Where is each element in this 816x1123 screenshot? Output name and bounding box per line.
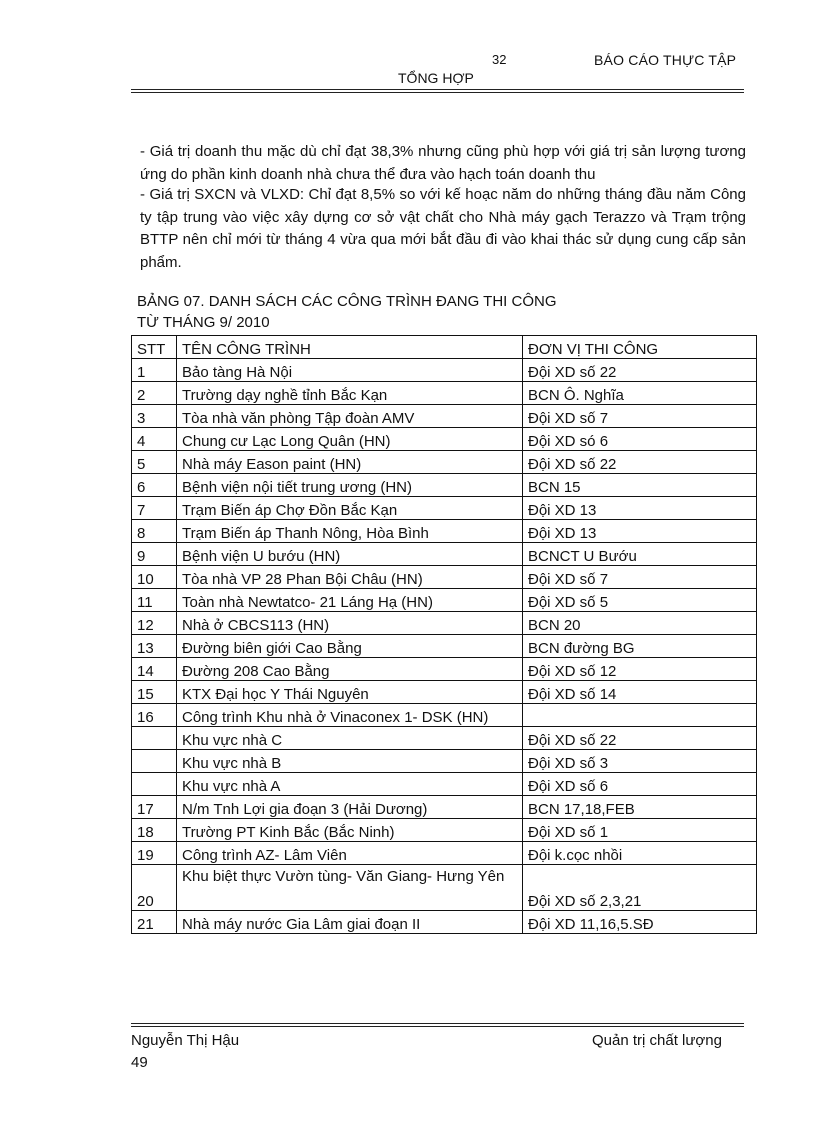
paragraph-production: - Giá trị SXCN và VLXD: Chỉ đạt 8,5% so với kế hoạc năm do những tháng đầu năm Công ty tập trung vào việc xây dựng cơ sở vật chất cho Nhà máy gạch Terazzo và Trạm trộng BTTP nên chỉ mới từ tháng 4 vừa qua mới bắt đầu đi vào khai thác sử dụng cung cấp sản phẩm.: [140, 186, 746, 271]
table-row: [132, 796, 757, 819]
row-contractor: Đội XD số 7: [523, 405, 757, 428]
header-contractor: ĐƠN VỊ THI CÔNG: [523, 336, 757, 359]
table-row: [132, 612, 757, 635]
row-contractor: Đội XD số 12: [523, 658, 757, 681]
header-page-number: 32: [492, 52, 507, 67]
table-row: [132, 405, 757, 428]
header-rule-bottom: [131, 92, 744, 93]
header-title: BÁO CÁO THỰC TẬP: [594, 52, 737, 68]
footer-rule-top: [131, 1023, 744, 1024]
table-row: [132, 727, 757, 750]
table-row: [132, 911, 757, 934]
row-contractor: Đội XD số 3: [523, 750, 757, 773]
row-project-name: Trường PT Kinh Bắc (Bắc Ninh): [177, 819, 523, 842]
row-contractor: Đội XD 11,16,5.SĐ: [523, 911, 757, 934]
row-project-name: Khu vực nhà A: [177, 773, 523, 796]
row-contractor: Đội XD số 1: [523, 819, 757, 842]
row-project-name: Toàn nhà Newtatco- 21 Láng Hạ (HN): [177, 589, 523, 612]
row-stt: 10: [132, 566, 177, 589]
row-contractor: BCNCT U Bướu: [523, 543, 757, 566]
row-contractor: Đội XD số 14: [523, 681, 757, 704]
row-stt: 7: [132, 497, 177, 520]
table-row: [132, 543, 757, 566]
row-project-name: Trạm Biến áp Thanh Nông, Hòa Bình: [177, 520, 523, 543]
row-project-name: Đường biên giới Cao Bằng: [177, 635, 523, 658]
row-stt: 15: [132, 681, 177, 704]
row-project-name: Bệnh viện U bướu (HN): [177, 543, 523, 566]
row-stt: 16: [132, 704, 177, 727]
table-row: [132, 497, 757, 520]
row-stt: 1: [132, 359, 177, 382]
row-stt: [132, 773, 177, 796]
row-project-name: N/m Tnh Lợi gia đoạn 3 (Hải Dương): [177, 796, 523, 819]
row-stt: 14: [132, 658, 177, 681]
table-row: [132, 773, 757, 796]
row-project-name: Công trình AZ- Lâm Viên: [177, 842, 523, 865]
table-row: [132, 865, 757, 911]
row-stt: 2: [132, 382, 177, 405]
row-stt: 21: [132, 911, 177, 934]
footer-author: Nguyễn Thị Hậu: [131, 1032, 240, 1049]
row-project-name: Bảo tàng Hà Nội: [177, 359, 523, 382]
table-row: [132, 451, 757, 474]
row-contractor: Đội XD 13: [523, 497, 757, 520]
table-row: [132, 359, 757, 382]
row-contractor: Đội XD số 6: [523, 773, 757, 796]
row-contractor: BCN đường BG: [523, 635, 757, 658]
row-stt: 13: [132, 635, 177, 658]
table-row: [132, 589, 757, 612]
row-project-name: Chung cư Lạc Long Quân (HN): [177, 428, 523, 451]
row-contractor: Đội XD só 6: [523, 428, 757, 451]
table-row: [132, 704, 757, 727]
table-header-row: [132, 336, 757, 359]
row-project-name: Khu biệt thực Vườn tùng- Văn Giang- Hưng Yên: [177, 865, 523, 911]
row-contractor: Đội XD số 5: [523, 589, 757, 612]
table-row: [132, 566, 757, 589]
row-project-name: Khu vực nhà B: [177, 750, 523, 773]
row-project-name: Tòa nhà văn phòng Tập đoàn AMV: [177, 405, 523, 428]
row-stt: 3: [132, 405, 177, 428]
row-stt: 9: [132, 543, 177, 566]
row-stt: 11: [132, 589, 177, 612]
row-project-name: Tòa nhà VP 28 Phan Bội Châu (HN): [177, 566, 523, 589]
row-contractor: Đội XD số 22: [523, 451, 757, 474]
row-stt: 20: [132, 865, 177, 911]
row-stt: 18: [132, 819, 177, 842]
row-project-name: Đường 208 Cao Bằng: [177, 658, 523, 681]
row-project-name: Công trình Khu nhà ở Vinaconex 1- DSK (HN): [177, 704, 523, 727]
footer-rule-bottom: [131, 1026, 744, 1027]
table-row: [132, 474, 757, 497]
row-project-name: Nhà ở CBCS113 (HN): [177, 612, 523, 635]
table-row: [132, 382, 757, 405]
header-stt: STT: [132, 336, 177, 359]
row-contractor: [523, 704, 757, 727]
table-row: [132, 842, 757, 865]
row-contractor: Đội XD số 22: [523, 727, 757, 750]
table-caption-date: TỪ THÁNG 9/ 2010: [137, 314, 270, 331]
row-contractor: Đội XD số 22: [523, 359, 757, 382]
projects-table: [131, 335, 757, 934]
paragraph-revenue: - Giá trị doanh thu mặc dù chỉ đạt 38,3% nhưng cũng phù hợp với giá trị sản lượng tương ứng do phần kinh doanh nhà chưa thể đưa vào hạch toán doanh thu: [140, 143, 746, 183]
row-contractor: BCN 15: [523, 474, 757, 497]
row-stt: 5: [132, 451, 177, 474]
row-contractor: Đội XD số 2,3,21: [523, 865, 757, 911]
row-contractor: BCN Ô. Nghĩa: [523, 382, 757, 405]
table-row: [132, 520, 757, 543]
row-stt: 19: [132, 842, 177, 865]
table-row: [132, 750, 757, 773]
row-project-name: Khu vực nhà C: [177, 727, 523, 750]
row-contractor: Đội XD 13: [523, 520, 757, 543]
table-row: [132, 658, 757, 681]
table-row: [132, 635, 757, 658]
table-row: [132, 819, 757, 842]
row-contractor: BCN 20: [523, 612, 757, 635]
row-project-name: KTX Đại học Y Thái Nguyên: [177, 681, 523, 704]
row-project-name: Bệnh viện nội tiết trung ương (HN): [177, 474, 523, 497]
row-contractor: Đội XD số 7: [523, 566, 757, 589]
header-subtitle: TỔNG HỢP: [398, 70, 474, 86]
header-rule-top: [131, 89, 744, 90]
row-contractor: Đội k.cọc nhồi: [523, 842, 757, 865]
row-project-name: Nhà máy nước Gia Lâm giai đoạn II: [177, 911, 523, 934]
row-stt: [132, 750, 177, 773]
row-project-name: Trường dạy nghề tỉnh Bắc Kạn: [177, 382, 523, 405]
row-stt: 17: [132, 796, 177, 819]
table-row: [132, 681, 757, 704]
table-caption: BẢNG 07. DANH SÁCH CÁC CÔNG TRÌNH ĐANG THI CÔNG: [137, 293, 557, 310]
header-project-name: TÊN CÔNG TRÌNH: [177, 336, 523, 359]
footer-subject: Quản trị chất lượng: [592, 1032, 722, 1049]
table-row: [132, 428, 757, 451]
row-stt: 8: [132, 520, 177, 543]
row-stt: 12: [132, 612, 177, 635]
row-stt: [132, 727, 177, 750]
row-contractor: BCN 17,18,FEB: [523, 796, 757, 819]
row-project-name: Nhà máy Eason paint (HN): [177, 451, 523, 474]
row-project-name: Trạm Biến áp Chợ Đồn Bắc Kạn: [177, 497, 523, 520]
row-stt: 6: [132, 474, 177, 497]
row-stt: 4: [132, 428, 177, 451]
footer-page-number: 49: [131, 1054, 148, 1071]
